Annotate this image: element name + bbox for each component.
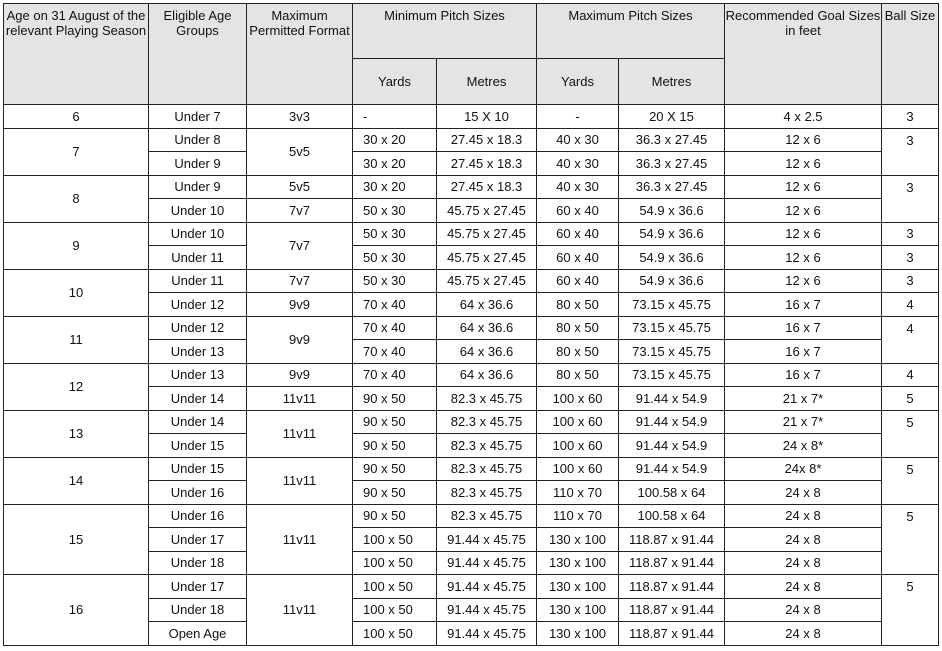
age-cell: 12 bbox=[4, 363, 149, 410]
header-maximum-format bbox=[247, 4, 353, 105]
goal-size-cell: 16 x 7 bbox=[725, 363, 882, 387]
min-metres-cell: 27.45 x 18.3 bbox=[437, 128, 537, 152]
max-metres-cell: 91.44 x 54.9 bbox=[619, 457, 725, 481]
age-group-cell: Under 14 bbox=[149, 410, 247, 434]
max-metres-cell: 54.9 x 36.6 bbox=[619, 246, 725, 270]
format-cell: 11v11 bbox=[247, 457, 353, 504]
min-yards-cell: 100 x 50 bbox=[353, 551, 437, 575]
max-yards-cell: 60 x 40 bbox=[537, 222, 619, 246]
age-group-cell: Under 10 bbox=[149, 222, 247, 246]
age-group-cell: Under 9 bbox=[149, 152, 247, 176]
age-group-cell: Under 17 bbox=[149, 528, 247, 552]
age-group-cell: Under 17 bbox=[149, 575, 247, 599]
goal-size-cell: 24 x 8 bbox=[725, 504, 882, 528]
goal-size-cell: 4 x 2.5 bbox=[725, 105, 882, 129]
ball-size-cell: 3 bbox=[882, 269, 939, 293]
max-yards-cell: - bbox=[537, 105, 619, 129]
max-metres-cell: 54.9 x 36.6 bbox=[619, 269, 725, 293]
age-cell: 11 bbox=[4, 316, 149, 363]
age-group-cell: Under 7 bbox=[149, 105, 247, 129]
max-yards-cell: 100 x 60 bbox=[537, 410, 619, 434]
max-yards-cell: 130 x 100 bbox=[537, 622, 619, 646]
goal-size-cell: 21 x 7* bbox=[725, 387, 882, 411]
min-metres-cell: 64 x 36.6 bbox=[437, 316, 537, 340]
min-metres-cell: 45.75 x 27.45 bbox=[437, 222, 537, 246]
max-yards-cell: 100 x 60 bbox=[537, 434, 619, 458]
format-cell: 7v7 bbox=[247, 269, 353, 293]
goal-size-cell: 24 x 8 bbox=[725, 598, 882, 622]
header-format-label: Maximum Permitted Format bbox=[249, 8, 350, 38]
max-metres-cell: 20 X 15 bbox=[619, 105, 725, 129]
age-group-cell: Under 12 bbox=[149, 316, 247, 340]
max-metres-cell: 118.87 x 91.44 bbox=[619, 622, 725, 646]
min-yards-cell: 90 x 50 bbox=[353, 434, 437, 458]
goal-size-cell: 24 x 8* bbox=[725, 434, 882, 458]
age-group-cell: Under 15 bbox=[149, 434, 247, 458]
max-yards-cell: 60 x 40 bbox=[537, 246, 619, 270]
age-group-cell: Under 8 bbox=[149, 128, 247, 152]
goal-size-cell: 24 x 8 bbox=[725, 551, 882, 575]
min-metres-cell: 91.44 x 45.75 bbox=[437, 551, 537, 575]
min-metres-cell: 82.3 x 45.75 bbox=[437, 387, 537, 411]
format-cell: 5v5 bbox=[247, 175, 353, 199]
age-group-cell: Under 11 bbox=[149, 269, 247, 293]
max-yards-cell: 80 x 50 bbox=[537, 293, 619, 317]
format-cell: 9v9 bbox=[247, 293, 353, 317]
age-cell: 14 bbox=[4, 457, 149, 504]
table-row bbox=[4, 128, 939, 152]
min-metres-cell: 27.45 x 18.3 bbox=[437, 152, 537, 176]
table-row bbox=[4, 222, 939, 246]
header-age-label: Age on 31 August of the relevant Playing Season bbox=[5, 8, 147, 38]
max-metres-cell: 36.3 x 27.45 bbox=[619, 152, 725, 176]
goal-size-cell: 12 x 6 bbox=[725, 152, 882, 176]
min-yards-cell: 100 x 50 bbox=[353, 575, 437, 599]
format-cell: 11v11 bbox=[247, 410, 353, 457]
max-metres-cell: 118.87 x 91.44 bbox=[619, 551, 725, 575]
header-ball-size bbox=[882, 4, 939, 105]
min-yards-cell: 50 x 30 bbox=[353, 222, 437, 246]
min-yards-cell: - bbox=[353, 105, 437, 129]
goal-size-cell: 12 x 6 bbox=[725, 222, 882, 246]
max-metres-cell: 73.15 x 45.75 bbox=[619, 316, 725, 340]
max-yards-cell: 80 x 50 bbox=[537, 363, 619, 387]
max-yards-cell: 130 x 100 bbox=[537, 528, 619, 552]
header-max-yards: Yards bbox=[537, 59, 619, 105]
min-metres-cell: 45.75 x 27.45 bbox=[437, 199, 537, 223]
ball-size-cell: 5 bbox=[882, 575, 939, 646]
min-metres-cell: 15 X 10 bbox=[437, 105, 537, 129]
goal-size-cell: 24 x 8 bbox=[725, 622, 882, 646]
age-group-cell: Under 18 bbox=[149, 551, 247, 575]
max-metres-cell: 91.44 x 54.9 bbox=[619, 410, 725, 434]
goal-size-cell: 12 x 6 bbox=[725, 269, 882, 293]
min-metres-cell: 91.44 x 45.75 bbox=[437, 622, 537, 646]
max-metres-cell: 100.58 x 64 bbox=[619, 504, 725, 528]
min-yards-cell: 90 x 50 bbox=[353, 387, 437, 411]
min-metres-cell: 82.3 x 45.75 bbox=[437, 410, 537, 434]
format-cell: 7v7 bbox=[247, 222, 353, 269]
age-cell: 16 bbox=[4, 575, 149, 646]
min-yards-cell: 30 x 20 bbox=[353, 152, 437, 176]
header-min-yards: Yards bbox=[353, 59, 437, 105]
min-yards-cell: 50 x 30 bbox=[353, 199, 437, 223]
header-max-metres: Metres bbox=[619, 59, 725, 105]
max-metres-cell: 54.9 x 36.6 bbox=[619, 199, 725, 223]
ball-size-cell: 3 bbox=[882, 175, 939, 222]
goal-size-cell: 12 x 6 bbox=[725, 175, 882, 199]
min-metres-cell: 82.3 x 45.75 bbox=[437, 434, 537, 458]
max-yards-cell: 100 x 60 bbox=[537, 387, 619, 411]
age-group-cell: Under 12 bbox=[149, 293, 247, 317]
table-row bbox=[4, 175, 939, 199]
min-yards-cell: 90 x 50 bbox=[353, 504, 437, 528]
min-metres-cell: 45.75 x 27.45 bbox=[437, 269, 537, 293]
table-row bbox=[4, 363, 939, 387]
min-yards-cell: 90 x 50 bbox=[353, 457, 437, 481]
goal-size-cell: 24 x 8 bbox=[725, 481, 882, 505]
goal-size-cell: 24x 8* bbox=[725, 457, 882, 481]
ball-size-cell: 5 bbox=[882, 410, 939, 457]
ball-size-cell: 5 bbox=[882, 457, 939, 504]
goal-size-cell: 24 x 8 bbox=[725, 575, 882, 599]
min-yards-cell: 50 x 30 bbox=[353, 269, 437, 293]
min-metres-cell: 64 x 36.6 bbox=[437, 340, 537, 364]
max-yards-cell: 130 x 100 bbox=[537, 575, 619, 599]
min-yards-cell: 90 x 50 bbox=[353, 481, 437, 505]
max-metres-cell: 118.87 x 91.44 bbox=[619, 575, 725, 599]
age-cell: 10 bbox=[4, 269, 149, 316]
goal-size-cell: 12 x 6 bbox=[725, 246, 882, 270]
goal-size-cell: 12 x 6 bbox=[725, 128, 882, 152]
min-metres-cell: 45.75 x 27.45 bbox=[437, 246, 537, 270]
age-cell: 6 bbox=[4, 105, 149, 129]
ball-size-cell: 4 bbox=[882, 363, 939, 387]
max-yards-cell: 40 x 30 bbox=[537, 152, 619, 176]
min-metres-cell: 82.3 x 45.75 bbox=[437, 457, 537, 481]
age-group-cell: Under 13 bbox=[149, 340, 247, 364]
goal-size-cell: 16 x 7 bbox=[725, 340, 882, 364]
min-yards-cell: 30 x 20 bbox=[353, 128, 437, 152]
max-yards-cell: 40 x 30 bbox=[537, 128, 619, 152]
min-metres-cell: 91.44 x 45.75 bbox=[437, 528, 537, 552]
min-yards-cell: 70 x 40 bbox=[353, 316, 437, 340]
max-metres-cell: 91.44 x 54.9 bbox=[619, 434, 725, 458]
age-group-cell: Under 16 bbox=[149, 504, 247, 528]
min-yards-cell: 70 x 40 bbox=[353, 293, 437, 317]
min-metres-cell: 82.3 x 45.75 bbox=[437, 504, 537, 528]
max-metres-cell: 73.15 x 45.75 bbox=[619, 293, 725, 317]
min-metres-cell: 82.3 x 45.75 bbox=[437, 481, 537, 505]
format-cell: 9v9 bbox=[247, 316, 353, 363]
ball-size-cell: 3 bbox=[882, 222, 939, 246]
age-cell: 8 bbox=[4, 175, 149, 222]
header-eligible-age-groups bbox=[149, 4, 247, 105]
goal-size-cell: 21 x 7* bbox=[725, 410, 882, 434]
format-cell: 11v11 bbox=[247, 575, 353, 646]
age-cell: 13 bbox=[4, 410, 149, 457]
min-metres-cell: 91.44 x 45.75 bbox=[437, 575, 537, 599]
table-row bbox=[4, 105, 939, 129]
table-row bbox=[4, 575, 939, 599]
format-cell: 5v5 bbox=[247, 128, 353, 175]
max-yards-cell: 60 x 40 bbox=[537, 199, 619, 223]
pitch-size-table bbox=[3, 3, 939, 646]
format-cell: 3v3 bbox=[247, 105, 353, 129]
max-metres-cell: 118.87 x 91.44 bbox=[619, 528, 725, 552]
ball-size-cell: 3 bbox=[882, 246, 939, 270]
min-yards-cell: 100 x 50 bbox=[353, 528, 437, 552]
ball-size-cell: 3 bbox=[882, 105, 939, 129]
table-body bbox=[4, 105, 939, 646]
header-age bbox=[4, 4, 149, 105]
goal-size-cell: 16 x 7 bbox=[725, 316, 882, 340]
header-ball-label: Ball Size bbox=[884, 8, 936, 23]
header-min-pitch-label: Minimum Pitch Sizes bbox=[384, 8, 505, 23]
goal-size-cell: 12 x 6 bbox=[725, 199, 882, 223]
ball-size-cell: 5 bbox=[882, 387, 939, 411]
header-goal-sizes bbox=[725, 4, 882, 105]
goal-size-cell: 24 x 8 bbox=[725, 528, 882, 552]
min-yards-cell: 30 x 20 bbox=[353, 175, 437, 199]
header-maximum-pitch bbox=[537, 4, 725, 59]
max-metres-cell: 118.87 x 91.44 bbox=[619, 598, 725, 622]
age-group-cell: Under 18 bbox=[149, 598, 247, 622]
max-metres-cell: 91.44 x 54.9 bbox=[619, 387, 725, 411]
format-cell: 11v11 bbox=[247, 504, 353, 575]
age-group-cell: Under 9 bbox=[149, 175, 247, 199]
max-yards-cell: 110 x 70 bbox=[537, 481, 619, 505]
age-group-cell: Under 13 bbox=[149, 363, 247, 387]
age-group-cell: Under 16 bbox=[149, 481, 247, 505]
age-group-cell: Open Age bbox=[149, 622, 247, 646]
min-metres-cell: 27.45 x 18.3 bbox=[437, 175, 537, 199]
max-metres-cell: 36.3 x 27.45 bbox=[619, 175, 725, 199]
min-yards-cell: 70 x 40 bbox=[353, 340, 437, 364]
format-cell: 9v9 bbox=[247, 363, 353, 387]
age-group-cell: Under 10 bbox=[149, 199, 247, 223]
table-row bbox=[4, 269, 939, 293]
age-group-cell: Under 11 bbox=[149, 246, 247, 270]
ball-size-cell: 4 bbox=[882, 293, 939, 317]
table-row bbox=[4, 316, 939, 340]
format-cell: 11v11 bbox=[247, 387, 353, 411]
age-group-cell: Under 14 bbox=[149, 387, 247, 411]
header-min-metres: Metres bbox=[437, 59, 537, 105]
max-metres-cell: 36.3 x 27.45 bbox=[619, 128, 725, 152]
min-yards-cell: 100 x 50 bbox=[353, 598, 437, 622]
header-goal-label: Recommended Goal Sizes in feet bbox=[725, 8, 881, 38]
max-yards-cell: 100 x 60 bbox=[537, 457, 619, 481]
max-metres-cell: 73.15 x 45.75 bbox=[619, 363, 725, 387]
max-yards-cell: 130 x 100 bbox=[537, 598, 619, 622]
table-row bbox=[4, 457, 939, 481]
table-row bbox=[4, 410, 939, 434]
min-metres-cell: 91.44 x 45.75 bbox=[437, 598, 537, 622]
min-metres-cell: 64 x 36.6 bbox=[437, 363, 537, 387]
goal-size-cell: 16 x 7 bbox=[725, 293, 882, 317]
min-yards-cell: 50 x 30 bbox=[353, 246, 437, 270]
min-yards-cell: 100 x 50 bbox=[353, 622, 437, 646]
max-metres-cell: 54.9 x 36.6 bbox=[619, 222, 725, 246]
ball-size-cell: 5 bbox=[882, 504, 939, 575]
format-cell: 7v7 bbox=[247, 199, 353, 223]
max-metres-cell: 73.15 x 45.75 bbox=[619, 340, 725, 364]
ball-size-cell: 3 bbox=[882, 128, 939, 175]
header-minimum-pitch bbox=[353, 4, 537, 59]
max-yards-cell: 130 x 100 bbox=[537, 551, 619, 575]
max-yards-cell: 80 x 50 bbox=[537, 340, 619, 364]
max-yards-cell: 60 x 40 bbox=[537, 269, 619, 293]
min-yards-cell: 90 x 50 bbox=[353, 410, 437, 434]
max-metres-cell: 100.58 x 64 bbox=[619, 481, 725, 505]
age-cell: 7 bbox=[4, 128, 149, 175]
min-metres-cell: 64 x 36.6 bbox=[437, 293, 537, 317]
max-yards-cell: 80 x 50 bbox=[537, 316, 619, 340]
header-max-pitch-label: Maximum Pitch Sizes bbox=[568, 8, 693, 23]
age-cell: 9 bbox=[4, 222, 149, 269]
header-eligible-label: Eligible Age Groups bbox=[163, 8, 232, 38]
ball-size-cell: 4 bbox=[882, 316, 939, 363]
min-yards-cell: 70 x 40 bbox=[353, 363, 437, 387]
age-cell: 15 bbox=[4, 504, 149, 575]
table-row bbox=[4, 504, 939, 528]
max-yards-cell: 110 x 70 bbox=[537, 504, 619, 528]
age-group-cell: Under 15 bbox=[149, 457, 247, 481]
max-yards-cell: 40 x 30 bbox=[537, 175, 619, 199]
